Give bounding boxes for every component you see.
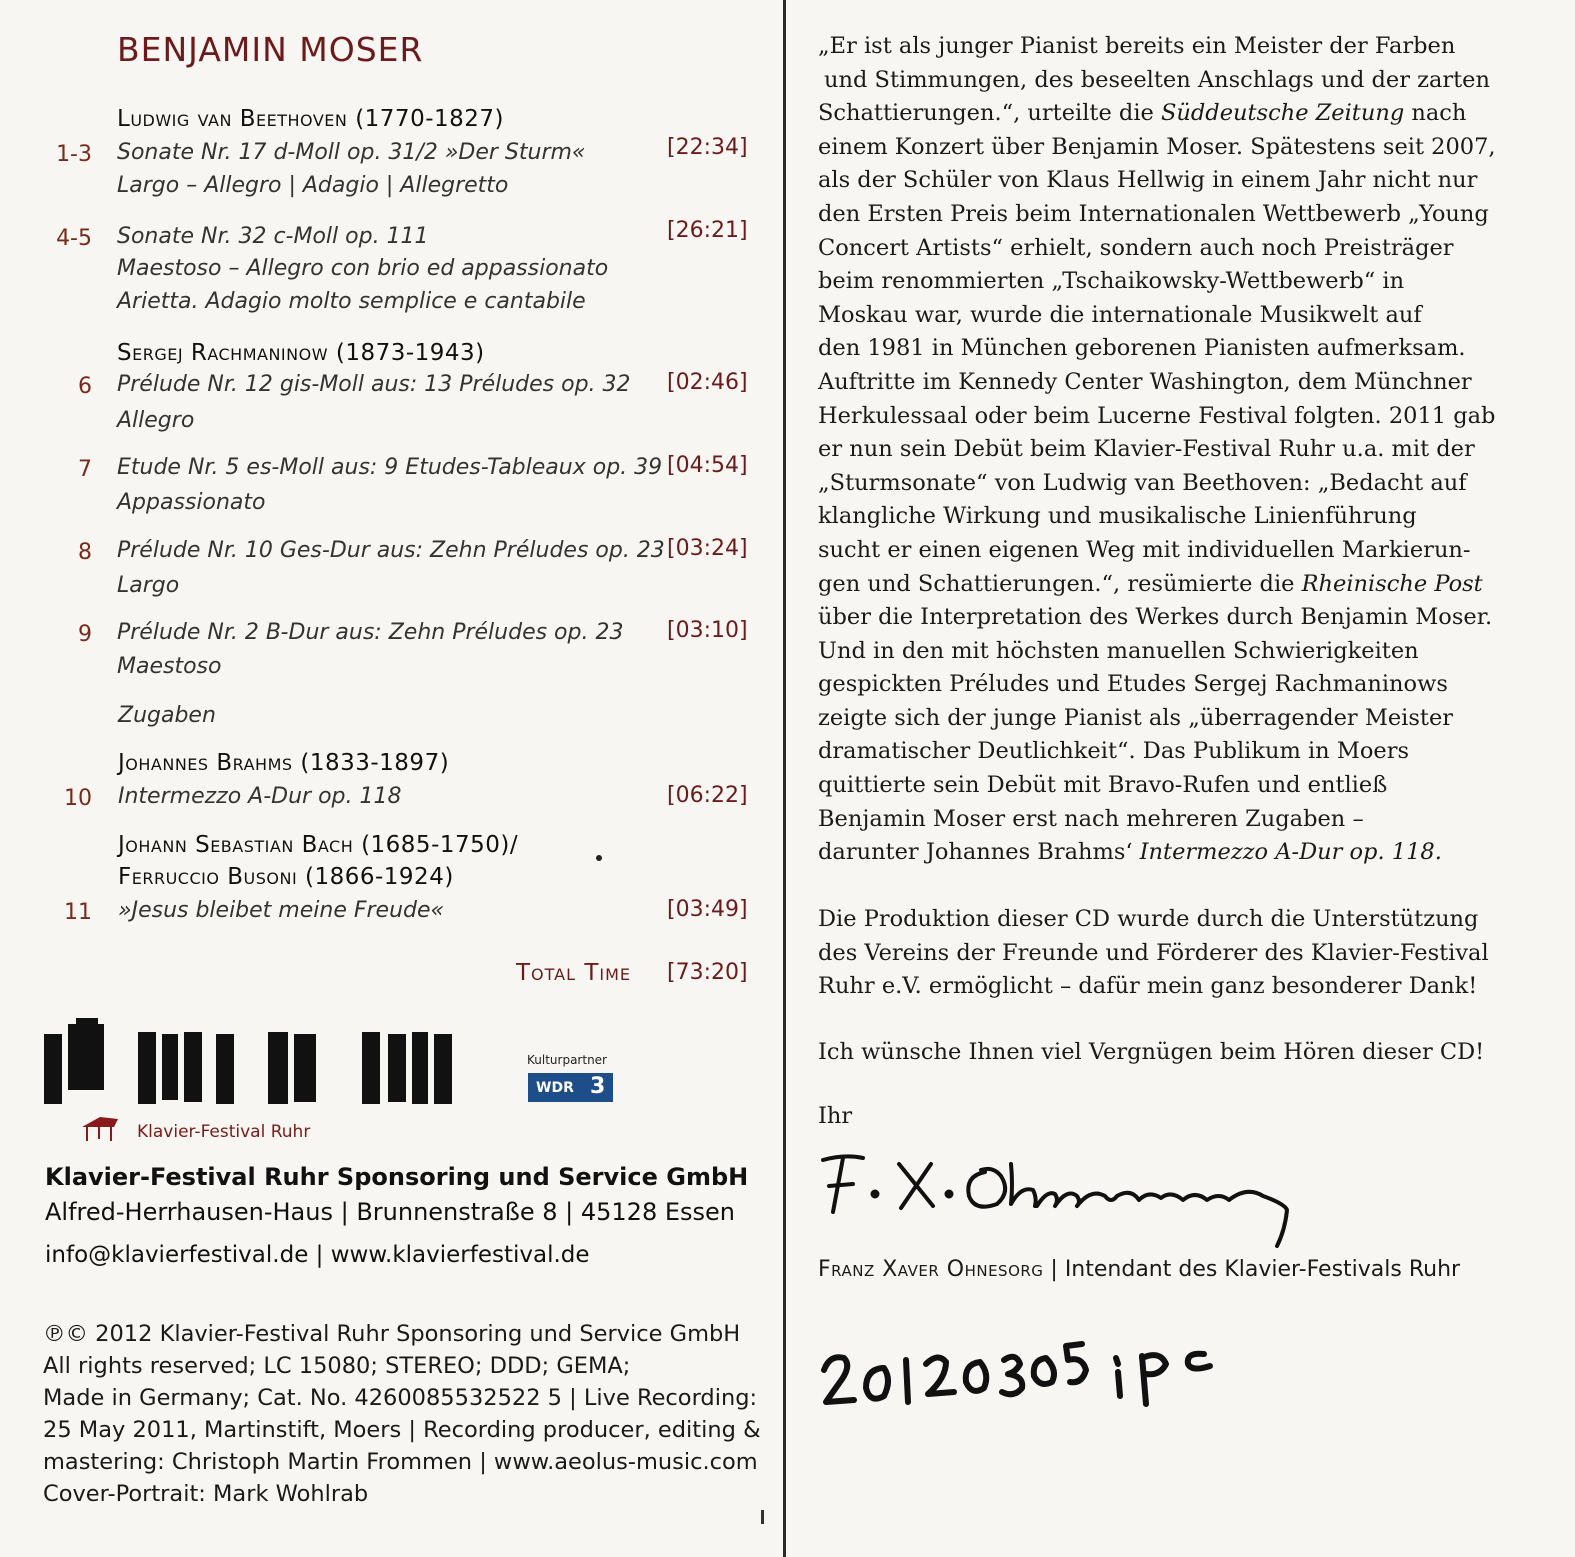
legal-line: 25 May 2011, Martinstift, Moers | Recording producer, editing & <box>43 1417 761 1443</box>
artist-name: BENJAMIN MOSER <box>117 30 424 69</box>
bio-line: zeigte sich der junge Pianist als „überragender Meister <box>818 704 1454 731</box>
thanks-paragraph <box>818 903 1543 1004</box>
bio-line: quittierte sein Debüt mit Bravo-Rufen und entließ <box>818 772 1388 799</box>
bio-line: klangliche Wirkung und musikalische Linienführung <box>818 503 1417 530</box>
track-title: Prélude Nr. 12 gis-Moll aus: 13 Préludes op. 32 <box>117 372 631 397</box>
track-title: Intermezzo A-Dur op. 118 <box>118 784 402 809</box>
track-time: [26:21] <box>667 218 748 243</box>
track-tempo: Appassionato <box>117 490 266 515</box>
track-time: [03:24] <box>667 536 748 561</box>
bio-line: „Er ist als junger Pianist bereits ein Meister der Farben <box>818 33 1456 59</box>
track-time: [03:10] <box>667 618 748 643</box>
bio-line: gen und Schattierungen.“, resümierte die Rheinische Post <box>818 570 1483 597</box>
sponsor-company: Klavier-Festival Ruhr Sponsoring und Service GmbH <box>45 1163 749 1191</box>
bio-line: den Ersten Preis beim Internationalen Wettbewerb „Young <box>818 200 1489 227</box>
wdr-text: WDR <box>536 1080 574 1096</box>
encores-heading: Zugaben <box>118 703 216 728</box>
biography-text <box>818 30 1543 870</box>
dust-speck <box>596 855 602 861</box>
composer-brahms: Johannes Brahms (1833-1897) <box>118 750 450 776</box>
track-time: [02:46] <box>667 370 748 395</box>
legal-line: Cover-Portrait: Mark Wohlrab <box>43 1481 369 1507</box>
composer-busoni: Ferruccio Busoni (1866-1924) <box>118 864 454 890</box>
sponsor-address: Alfred-Herrhausen-Haus | Brunnenstraße 8 | 45128 Essen <box>45 1198 735 1226</box>
track-title: Sonate Nr. 32 c-Moll op. 111 <box>117 224 429 249</box>
signature-icon <box>815 1150 1305 1250</box>
bio-line: Auftritte im Kennedy Center Washington, dem Münchner <box>818 368 1472 395</box>
bio-line: beim renommierten „Tschaikowsky-Wettbewerb“ in <box>818 268 1405 295</box>
sponsor-contact: info@klavierfestival.de | www.klavierfestival.de <box>45 1242 590 1268</box>
bio-line: und Stimmungen, des beseelten Anschlags und der zarten <box>824 66 1490 93</box>
bio-line: dramatischer Deutlichkeit“. Das Publikum in Moers <box>818 738 1410 765</box>
track-time: [06:22] <box>667 783 748 808</box>
track-movement: Maestoso – Allegro con brio ed appassionato <box>117 256 609 281</box>
track-title: Prélude Nr. 10 Ges-Dur aus: Zehn Préludes op. 23 <box>117 538 665 563</box>
bio-line: er nun sein Debüt beim Klavier-Festival Ruhr u.a. mit der <box>818 436 1475 463</box>
kulturpartner-label: Kulturpartner <box>527 1053 607 1067</box>
bio-line: über die Interpretation des Werkes durch Benjamin Moser. <box>818 604 1493 631</box>
legal-line: Made in Germany; Cat. No. 4260085532522 5 | Live Recording: <box>43 1385 758 1411</box>
track-movement: Arietta. Adagio molto semplice e cantabile <box>117 289 586 314</box>
track-number: 10 <box>64 786 92 811</box>
track-tempo: Allegro <box>117 408 195 433</box>
track-tempo: Largo <box>117 573 180 598</box>
thanks-line: Die Produktion dieser CD wurde durch die Unterstützung <box>818 906 1479 932</box>
track-number: 1-3 <box>56 142 92 167</box>
bio-line: „Sturmsonate“ von Ludwig van Beethoven: „Bedacht auf <box>818 469 1467 496</box>
signer-name: Franz Xaver Ohnesorg <box>818 1257 1044 1282</box>
track-title: Etude Nr. 5 es-Moll aus: 9 Etudes-Tableaux op. 39 <box>117 455 663 480</box>
handwritten-note-icon <box>820 1330 1250 1420</box>
wdr-number: 3 <box>590 1074 606 1099</box>
track-number: 11 <box>64 900 92 925</box>
total-time-value: [73:20] <box>667 960 748 985</box>
festival-logo-text: Klavier-Festival Ruhr <box>137 1122 311 1142</box>
total-time-label: Total Time <box>516 960 632 986</box>
grand-piano-icon <box>80 1113 120 1143</box>
bio-line: Und in den mit höchsten manuellen Schwierigkeiten <box>818 637 1419 664</box>
track-time: [04:54] <box>667 453 748 478</box>
bio-line: gespickten Préludes und Etudes Sergej Rachmaninows <box>818 671 1448 698</box>
bio-line: Concert Artists“ erhielt, sondern auch noch Preisträger <box>818 234 1454 261</box>
track-number: 6 <box>78 374 92 399</box>
thanks-line: des Vereins der Freunde und Förderer des Klavier-Festival <box>818 939 1489 966</box>
signer-title: | Intendant des Klavier-Festivals Ruhr <box>1043 1257 1461 1282</box>
composer-beethoven: Ludwig van Beethoven (1770-1827) <box>117 106 505 132</box>
bio-line: sucht er einen eigenen Weg mit individuellen Markierun- <box>818 536 1471 563</box>
legal-notice <box>43 1318 768 1510</box>
track-title: Prélude Nr. 2 B-Dur aus: Zehn Préludes op. 23 <box>117 620 624 645</box>
track-time: [22:34] <box>667 135 748 160</box>
legal-line: All rights reserved; LC 15080; STEREO; DDD; GEMA; <box>43 1353 631 1379</box>
bio-line: Schattierungen.“, urteilte die Süddeutsche Zeitung nach <box>818 100 1467 127</box>
bio-line: als der Schüler von Klaus Hellwig in einem Jahr nicht nur <box>818 167 1478 194</box>
track-number: 8 <box>78 540 92 565</box>
bio-line: den 1981 in München geborenen Pianisten aufmerksam. <box>818 335 1466 362</box>
track-movements: Largo – Allegro | Adagio | Allegretto <box>117 173 509 198</box>
composer-bach: Johann Sebastian Bach (1685-1750)/ <box>118 832 519 858</box>
wish-line: Ich wünsche Ihnen viel Vergnügen beim Hören dieser CD! <box>818 1039 1485 1065</box>
bio-line: einem Konzert über Benjamin Moser. Spätestens seit 2007, <box>818 133 1496 160</box>
bio-line: darunter Johannes Brahms‘ Intermezzo A-Dur op. 118. <box>818 839 1442 866</box>
track-time: [03:49] <box>667 897 748 922</box>
legal-line: ℗© 2012 Klavier-Festival Ruhr Sponsoring und Service GmbH <box>43 1321 741 1347</box>
composer-rachmaninow: Sergej Rachmaninow (1873-1943) <box>117 340 485 366</box>
track-number: 9 <box>78 622 92 647</box>
bio-line: Benjamin Moser erst nach mehreren Zugaben – <box>818 805 1364 832</box>
legal-line: mastering: Christoph Martin Frommen | www.aeolus-music.com <box>43 1449 758 1475</box>
thanks-line: Ruhr e.V. ermöglicht – dafür mein ganz besonderer Dank! <box>818 973 1478 1000</box>
bio-line: Herkulessaal oder beim Lucerne Festival folgten. 2011 gab <box>818 402 1496 429</box>
track-title: »Jesus bleibet meine Freude« <box>118 898 445 923</box>
track-number: 7 <box>78 457 92 482</box>
signer-line <box>818 1257 1460 1282</box>
closing-word: Ihr <box>818 1103 853 1129</box>
track-number: 4-5 <box>56 226 92 251</box>
track-title: Sonate Nr. 17 d-Moll op. 31/2 »Der Sturm« <box>117 140 586 165</box>
wdr3-logo <box>528 1073 613 1102</box>
left-page <box>0 0 786 1557</box>
dust-mark <box>761 1510 764 1524</box>
festival-logo-keys-icon <box>44 1018 464 1110</box>
track-tempo: Maestoso <box>117 654 222 679</box>
bio-line: Moskau war, wurde die internationale Musikwelt auf <box>818 301 1422 328</box>
